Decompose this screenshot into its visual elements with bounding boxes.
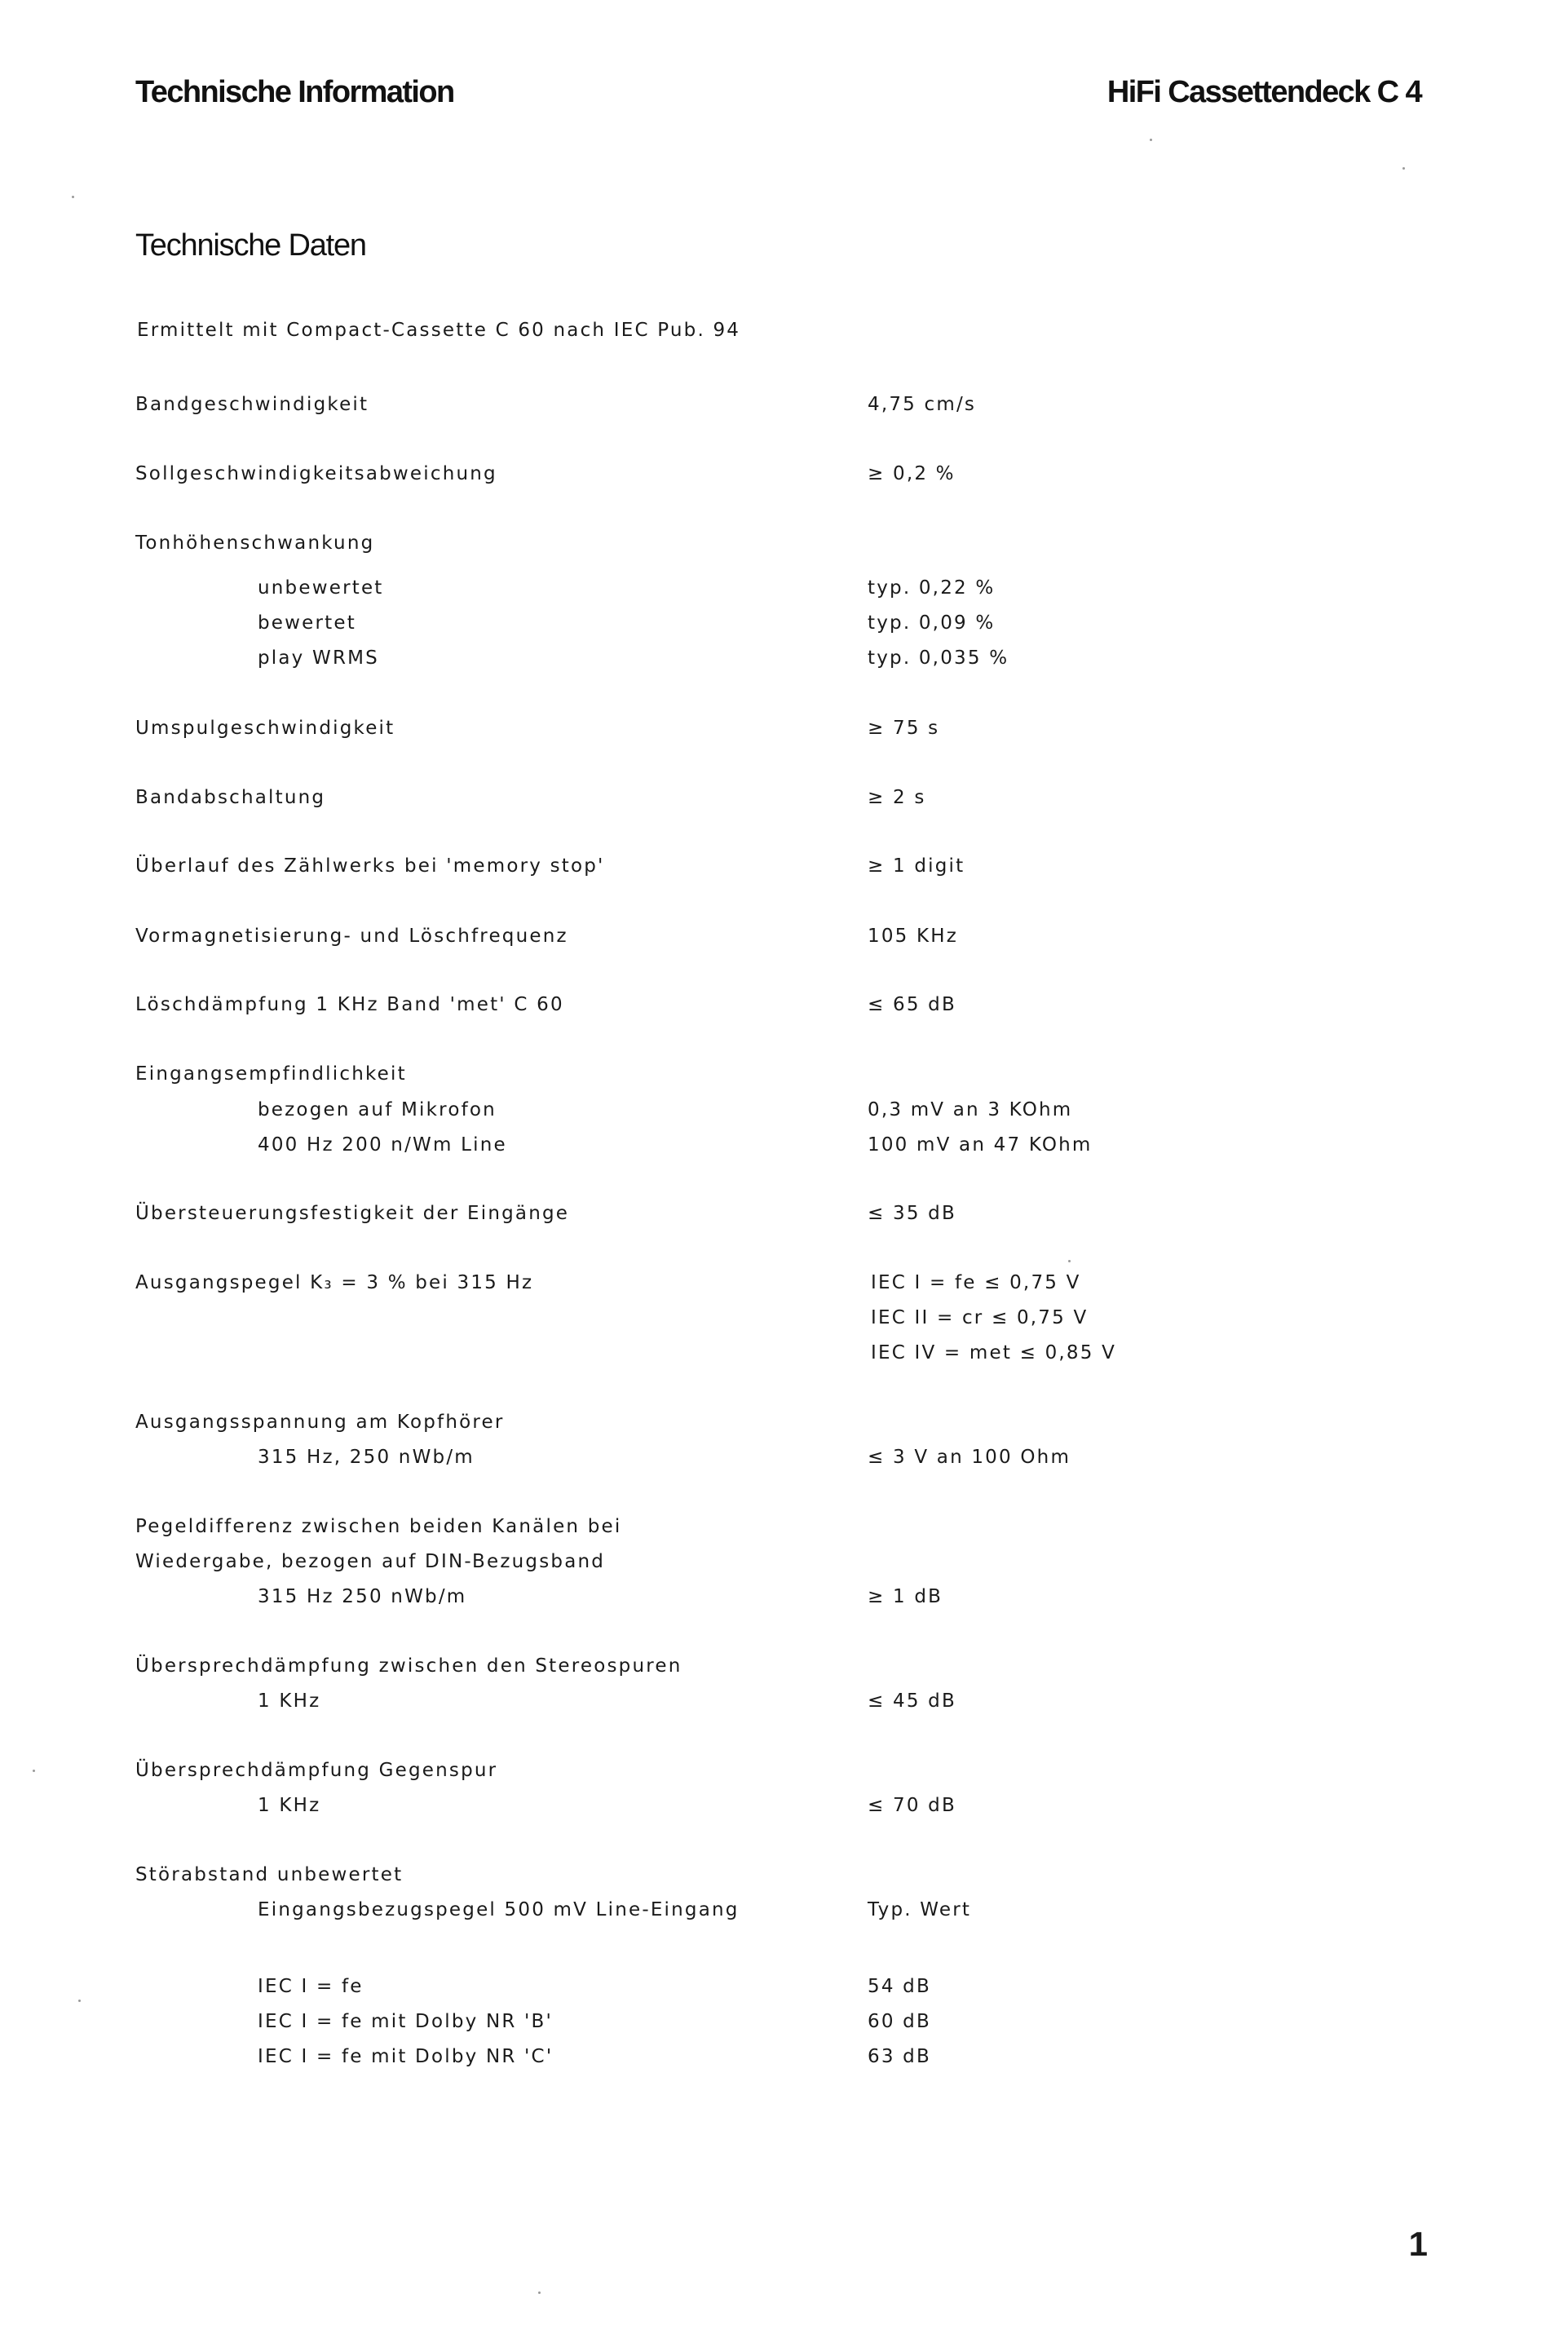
header-right-title: HiFi Cassettendeck C 4 xyxy=(1106,75,1421,109)
spec-value: 0,3 mV an 3 KOhm xyxy=(868,1099,1073,1120)
spec-value: 105 KHz xyxy=(868,926,959,947)
spec-label: Ausgangsspannung am Kopfhörer xyxy=(135,1412,505,1433)
spec-value: typ. 0,22 % xyxy=(868,577,996,599)
spec-value: ≥ 0,2 % xyxy=(868,463,956,484)
spec-value: 100 mV an 47 KOhm xyxy=(868,1134,1093,1156)
spec-sublabel: bewertet xyxy=(258,612,356,634)
spec-value: 60 dB xyxy=(868,2011,931,2032)
spec-value: ≤ 70 dB xyxy=(868,1795,956,1816)
scan-speck xyxy=(78,2000,81,2002)
intro-text: Ermittelt mit Compact-Cassette C 60 nach IEC Pub. 94 xyxy=(137,320,741,341)
spec-value: typ. 0,035 % xyxy=(868,647,1009,669)
spec-label: Bandabschaltung xyxy=(135,787,326,808)
spec-label: Pegeldifferenz zwischen beiden Kanälen bei xyxy=(135,1516,622,1537)
spec-label: Übersteuerungsfestigkeit der Eingänge xyxy=(135,1203,570,1224)
spec-label: Wiedergabe, bezogen auf DIN-Bezugsband xyxy=(135,1551,606,1572)
spec-label: Überlauf des Zählwerks bei 'memory stop' xyxy=(135,855,605,877)
spec-value: 63 dB xyxy=(868,2046,931,2067)
spec-sublabel: 1 KHz xyxy=(258,1795,321,1816)
spec-label: Löschdämpfung 1 KHz Band 'met' C 60 xyxy=(135,994,564,1015)
spec-sublabel: IEC I = fe xyxy=(258,1976,364,1997)
spec-value: ≥ 2 s xyxy=(868,787,926,808)
spec-label: Ausgangspegel K₃ = 3 % bei 315 Hz xyxy=(135,1272,534,1293)
section-title: Technische Daten xyxy=(135,228,366,263)
spec-value: 4,75 cm/s xyxy=(868,394,977,415)
spec-label: Eingangsempfindlichkeit xyxy=(135,1063,407,1085)
spec-sublabel: unbewertet xyxy=(258,577,384,599)
spec-value: 54 dB xyxy=(868,1976,931,1997)
spec-value: ≤ 45 dB xyxy=(868,1690,956,1712)
spec-value: IEC IV = met ≤ 0,85 V xyxy=(871,1342,1117,1363)
page-number: 1 xyxy=(1408,2225,1428,2263)
spec-label: Übersprechdämpfung zwischen den Stereospuren xyxy=(135,1655,682,1677)
spec-label: Vormagnetisierung- und Löschfrequenz xyxy=(135,926,568,947)
spec-value: ≥ 1 digit xyxy=(868,855,965,877)
spec-label: Störabstand unbewertet xyxy=(135,1864,404,1885)
spec-sublabel: 315 Hz 250 nWb/m xyxy=(258,1586,467,1607)
spec-sublabel: 315 Hz, 250 nWb/m xyxy=(258,1447,475,1468)
spec-sublabel: play WRMS xyxy=(258,647,379,669)
scan-speck xyxy=(72,196,74,198)
spec-value: ≤ 65 dB xyxy=(868,994,956,1015)
spec-label: Umspulgeschwindigkeit xyxy=(135,718,395,739)
scan-speck xyxy=(33,1770,35,1772)
header-left-title: Technische Information xyxy=(135,75,454,109)
spec-sublabel: bezogen auf Mikrofon xyxy=(258,1099,497,1120)
spec-sublabel: Eingangsbezugspegel 500 mV Line-Eingang xyxy=(258,1899,740,1920)
spec-sublabel: IEC I = fe mit Dolby NR 'B' xyxy=(258,2011,554,2032)
scan-speck xyxy=(538,2291,541,2294)
scan-speck xyxy=(1068,1260,1071,1262)
spec-label: Tonhöhenschwankung xyxy=(135,533,375,554)
spec-value: ≤ 35 dB xyxy=(868,1203,956,1224)
scan-speck xyxy=(1402,167,1405,170)
spec-label: Übersprechdämpfung Gegenspur xyxy=(135,1760,498,1781)
spec-sublabel: IEC I = fe mit Dolby NR 'C' xyxy=(258,2046,554,2067)
spec-value: typ. 0,09 % xyxy=(868,612,996,634)
scan-speck xyxy=(1150,139,1152,141)
spec-label: Sollgeschwindigkeitsabweichung xyxy=(135,463,497,484)
spec-sublabel: 400 Hz 200 n/Wm Line xyxy=(258,1134,507,1156)
spec-value: Typ. Wert xyxy=(868,1899,972,1920)
spec-label: Bandgeschwindigkeit xyxy=(135,394,369,415)
spec-value: ≤ 3 V an 100 Ohm xyxy=(868,1447,1071,1468)
spec-value: ≥ 75 s xyxy=(868,718,940,739)
spec-sublabel: 1 KHz xyxy=(258,1690,321,1712)
spec-value: IEC I = fe ≤ 0,75 V xyxy=(871,1272,1081,1293)
spec-value: ≥ 1 dB xyxy=(868,1586,943,1607)
spec-value: IEC II = cr ≤ 0,75 V xyxy=(871,1307,1089,1328)
